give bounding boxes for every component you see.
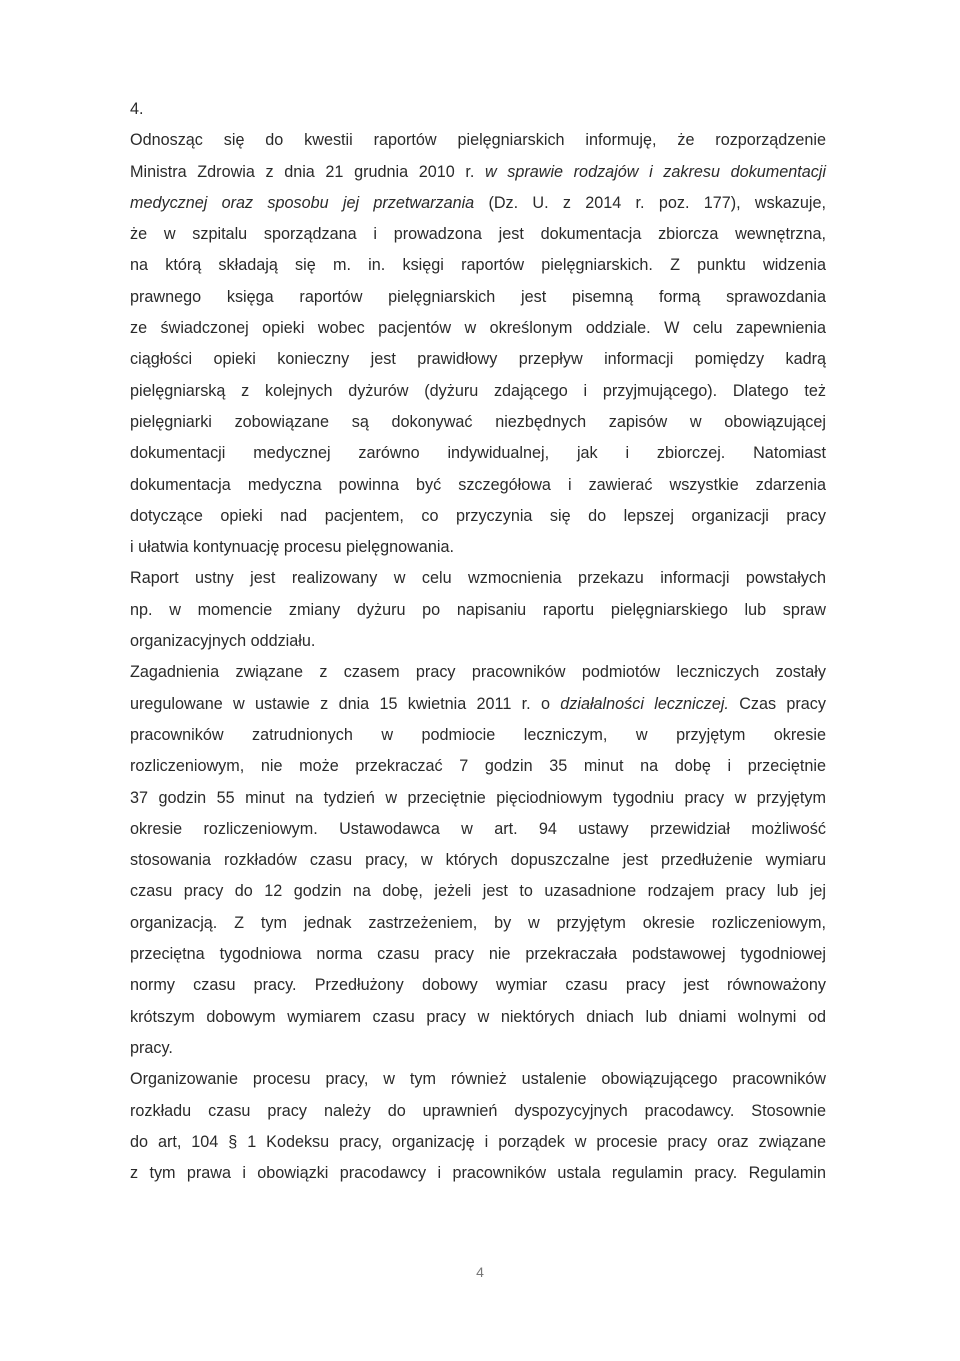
text-line: Zagadnienia związane z czasem pracy pracowników podmiotów leczniczych zostały <box>130 663 826 682</box>
section-number: 4. <box>130 100 144 118</box>
text-line: organizacją. Z tym jednak zastrzeżeniem, by w przyjętym okresie rozliczeniowym, <box>130 913 826 932</box>
text-line: dotyczące opieki nad pacjentem, co przyczynia się do lepszej organizacji pracy <box>130 506 826 525</box>
text-line: Raport ustny jest realizowany w celu wzmocnienia przekazu informacji powstałych <box>130 569 826 588</box>
text-line: pielęgniarki zobowiązane są dokonywać niezbędnych zapisów w obowiązującej <box>130 412 826 431</box>
text-line: stosowania rozkładów czasu pracy, w których dopuszczalne jest przedłużenie wymiaru <box>130 851 826 870</box>
text-segment: Ministra Zdrowia z dnia 21 grudnia 2010 r. <box>130 162 485 181</box>
document-body <box>130 94 826 1189</box>
text-line: ciągłości opieki konieczny jest prawidłowy przepływ informacji pomiędzy kadrą <box>130 350 826 369</box>
text-segment: Czas pracy <box>728 694 826 713</box>
text-line: rozkładu czasu pracy należy do uprawnień dyspozycyjnych pracodawcy. Stosownie <box>130 1101 826 1120</box>
text-line: np. w momencie zmiany dyżuru po napisaniu raportu pielęgniarskiego lub spraw <box>130 600 826 619</box>
paragraph <box>130 125 826 563</box>
text-line: przeciętna tygodniowa norma czasu pracy nie przekraczała podstawowej tygodniowej <box>130 945 826 964</box>
paragraph <box>130 1064 826 1189</box>
page-number: 4 <box>476 1264 484 1280</box>
text-line: z tym prawa i obowiązki pracodawcy i pracowników ustala regulamin pracy. Regulamin <box>130 1164 826 1183</box>
text-line: i ułatwia kontynuację procesu pielęgnowania. <box>130 538 454 557</box>
paragraph <box>130 657 826 1064</box>
text-segment: uregulowane w ustawie z dnia 15 kwietnia 2011 r. o <box>130 694 561 713</box>
text-line: pracowników zatrudnionych w podmiocie leczniczym, w przyjętym okresie <box>130 725 826 744</box>
text-line: pielęgniarską z kolejnych dyżurów (dyżuru zdającego i przyjmującego). Dlatego też <box>130 381 826 400</box>
text-line: organizacyjnych oddziału. <box>130 632 316 651</box>
paragraph <box>130 563 826 657</box>
italic-text: w sprawie rodzajów i zakresu dokumentacji <box>484 162 826 181</box>
text-line: pracy. <box>130 1038 173 1057</box>
text-line: dokumentacji medycznej zarówno indywidualnej, jak i zbiorczej. Natomiast <box>130 444 826 463</box>
paragraphs-container <box>130 125 826 1189</box>
text-line: że w szpitalu sporządzana i prowadzona jest dokumentacja zbiorcza wewnętrzna, <box>130 225 826 244</box>
text-segment: (Dz. U. z 2014 r. poz. 177), wskazuje, <box>474 193 826 212</box>
text-line: okresie rozliczeniowym. Ustawodawca w art. 94 ustawy przewidział możliwość <box>130 819 826 838</box>
text-line: Odnosząc się do kwestii raportów pielęgniarskich informuję, że rozporządzenie <box>130 131 826 150</box>
text-line: 37 godzin 55 minut na tydzień w przeciętnie pięciodniowym tygodniu pracy w przyjętym <box>130 788 826 807</box>
text-line: krótszym dobowym wymiarem czasu pracy w niektórych dniach lub dniami wolnymi od <box>130 1007 826 1026</box>
italic-text: medycznej oraz sposobu jej przetwarzania <box>130 193 475 212</box>
italic-text: działalności leczniczej. <box>560 694 729 713</box>
text-line: prawnego księga raportów pielęgniarskich jest pisemną formą sprawozdania <box>130 287 826 306</box>
text-line: normy czasu pracy. Przedłużony dobowy wymiar czasu pracy jest równoważony <box>130 976 826 995</box>
text-line: ze świadczonej opieki wobec pacjentów w określonym oddziale. W celu zapewnienia <box>130 319 826 338</box>
text-line <box>130 689 826 720</box>
text-line: rozliczeniowym, nie może przekraczać 7 godzin 35 minut na dobę i przeciętnie <box>130 757 826 776</box>
text-line: do art, 104 § 1 Kodeksu pracy, organizację i porządek w procesie pracy oraz związane <box>130 1132 826 1151</box>
text-line: dokumentacja medyczna powinna być szczegółowa i zawierać wszystkie zdarzenia <box>130 475 826 494</box>
text-line: Organizowanie procesu pracy, w tym również ustalenie obowiązującego pracowników <box>130 1070 826 1089</box>
text-line: czasu pracy do 12 godzin na dobę, jeżeli jest to uzasadnione rodzajem pracy lub jej <box>130 882 826 901</box>
text-line <box>130 157 826 188</box>
text-line <box>130 188 826 219</box>
text-line: na którą składają się m. in. księgi raportów pielęgniarskich. Z punktu widzenia <box>130 256 826 275</box>
